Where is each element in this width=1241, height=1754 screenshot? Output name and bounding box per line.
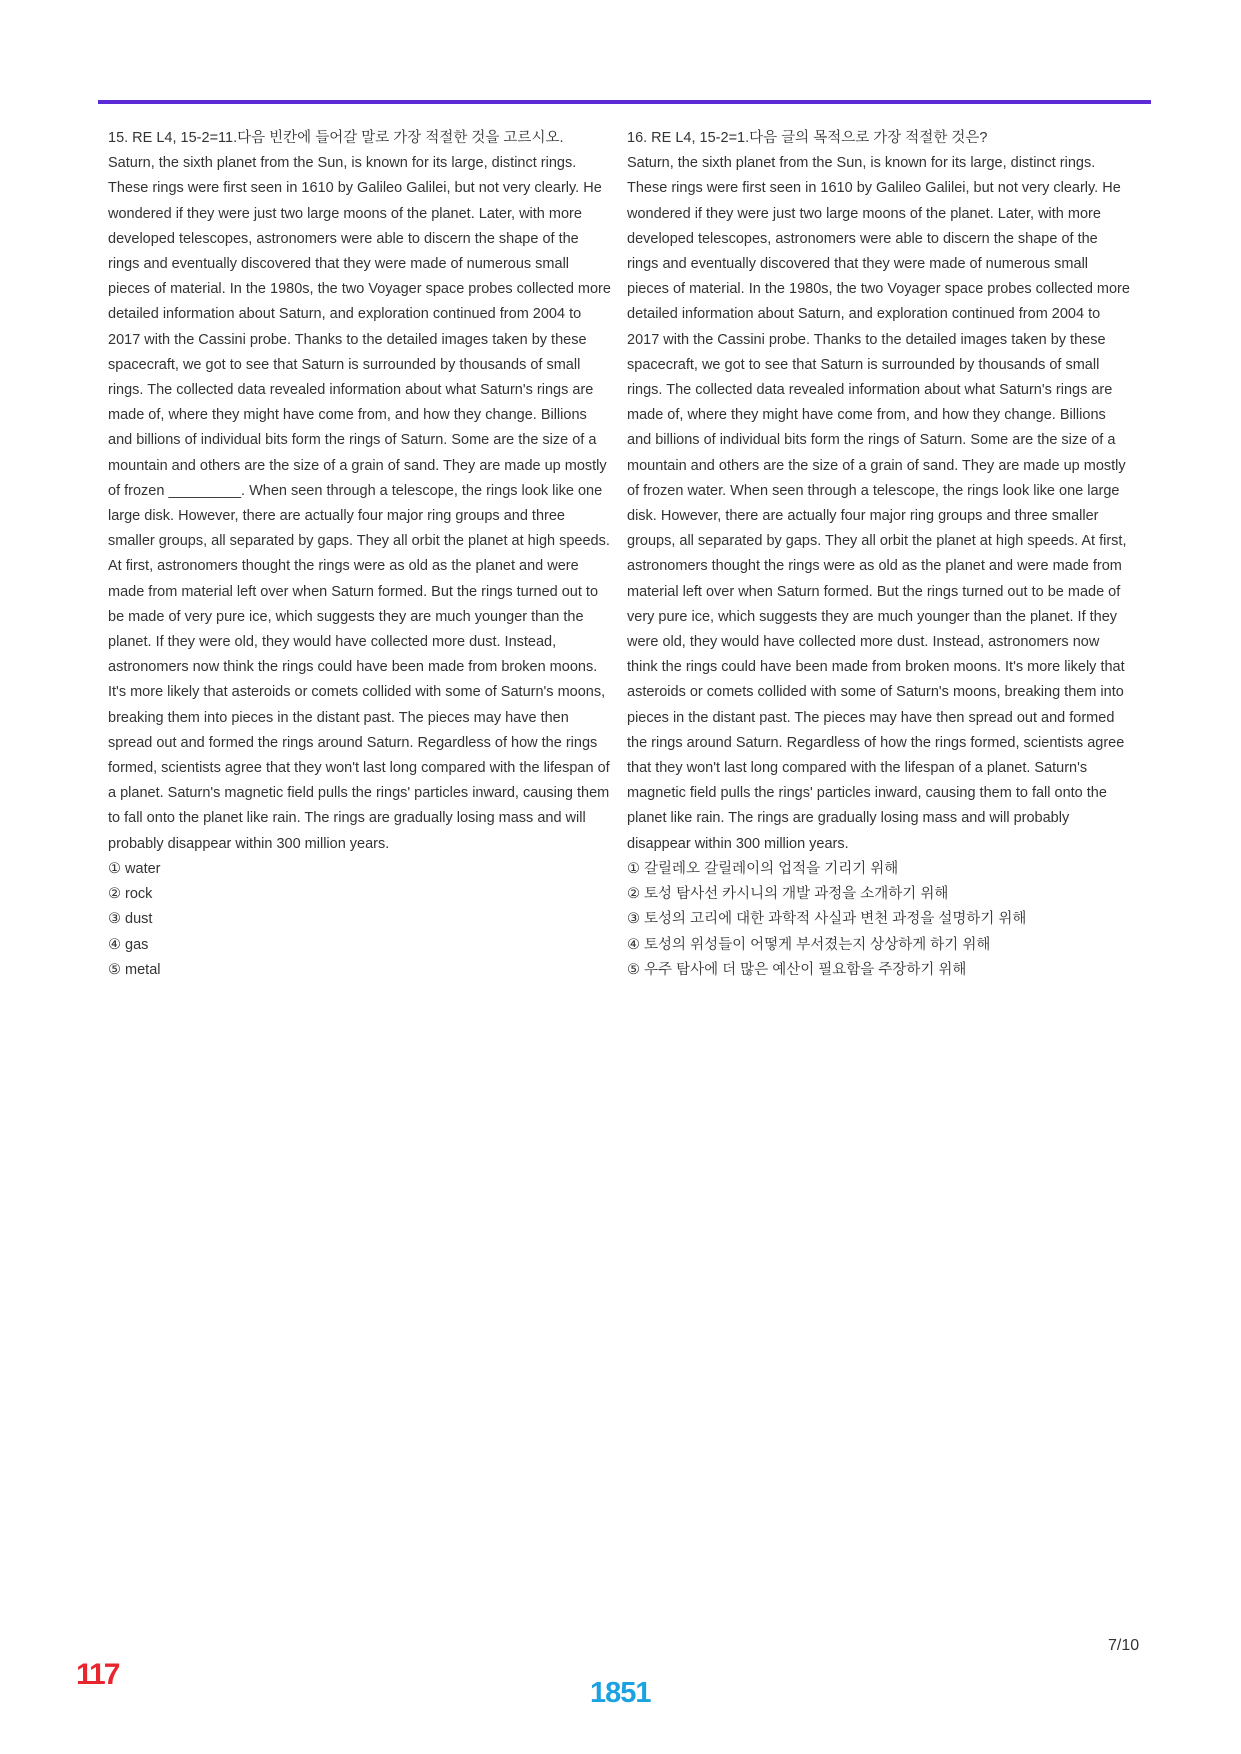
answer-choices xyxy=(627,857,1132,983)
answer-choice[interactable]: ② rock xyxy=(108,886,153,903)
answer-choice[interactable]: ① 갈릴레오 갈릴레이의 업적을 기리기 위해 xyxy=(627,860,899,877)
question-15 xyxy=(108,126,613,983)
answer-choice[interactable]: ⑤ 우주 탐사에 더 많은 예산이 필요함을 주장하기 위해 xyxy=(627,961,967,978)
answer-choice[interactable]: ④ 토성의 위성들이 어떻게 부서졌는지 상상하게 하기 위해 xyxy=(627,936,991,953)
answer-choice[interactable]: ③ 토성의 고리에 대한 과학적 사실과 변천 과정을 설명하기 위해 xyxy=(627,911,1027,928)
answer-choices xyxy=(108,857,613,983)
answer-choice[interactable]: ④ gas xyxy=(108,936,149,953)
answer-choice[interactable]: ③ dust xyxy=(108,911,153,928)
page-number: 7/10 xyxy=(1108,1637,1140,1654)
answer-choice[interactable]: ① water xyxy=(108,860,161,877)
question-passage: Saturn, the sixth planet from the Sun, is known for its large, distinct rings. These rings were first seen in 1610 by Galileo Galilei, but not very clearly. He wondered if they were just two large moons of the planet. Later, with more developed telescopes, astronomers were able to discern the shape of the rings and eventually discovered that they were made of numerous small pieces of material. In the 1980s, the two Voyager space probes collected more detailed information about Saturn, and exploration continued from 2004 to 2017 with the Cassini probe. Thanks to the detailed images taken by these spacecraft, we got to see that Saturn is surrounded by thousands of small rings. The collected data revealed information about what Saturn's rings are made of, where they might have come from, and how they change. Billions and billions of individual bits form the rings of Saturn. Some are the size of a mountain and others are the size of a grain of sand. They are made up mostly of frozen water. When seen through a telescope, the rings look like one large disk. However, there are actually four major ring groups and three smaller groups, all separated by gaps. They all orbit the planet at high speeds. At first, astronomers thought the rings were as old as the planet and were made from material left over when Saturn formed. But the rings turned out to be made of very pure ice, which suggests they are much younger than the planet. If they were old, they would have collected more dust. Instead, astronomers now think the rings could have been made from broken moons. It's more likely that asteroids or comets collided with some of Saturn's moons, breaking them into pieces in the distant past. The pieces may have then spread out and formed the rings around Saturn. Regardless of how the rings formed, scientists agree that they won't last long compared with the lifespan of a planet. Saturn's magnetic field pulls the rings' particles inward, causing them to fall onto the planet like rain. The rings are gradually losing mass and will probably disappear within 300 million years. xyxy=(627,155,1130,852)
question-title: 16. RE L4, 15-2=1.다음 글의 목적으로 가장 적절한 것은? xyxy=(627,130,988,146)
header-divider xyxy=(98,100,1151,104)
answer-choice[interactable]: ⑤ metal xyxy=(108,961,161,978)
brand-logo-left: 117 xyxy=(76,1658,119,1691)
question-passage: Saturn, the sixth planet from the Sun, is known for its large, distinct rings. These rings were first seen in 1610 by Galileo Galilei, but not very clearly. He wondered if they were just two large moons of the planet. Later, with more developed telescopes, astronomers were able to discern the shape of the rings and eventually discovered that they were made of numerous small pieces of material. In the 1980s, the two Voyager space probes collected more detailed information about Saturn, and exploration continued from 2004 to 2017 with the Cassini probe. Thanks to the detailed images taken by these spacecraft, we got to see that Saturn is surrounded by thousands of small rings. The collected data revealed information about what Saturn's rings are made of, where they might have come from, and how they change. Billions and billions of individual bits form the rings of Saturn. Some are the size of a mountain and others are the size of a grain of sand. They are made up mostly of frozen _________. When seen through a telescope, the rings look like one large disk. However, there are actually four major ring groups and three smaller groups, all separated by gaps. They all orbit the planet at high speeds. At first, astronomers thought the rings were as old as the planet and were made from material left over when Saturn formed. But the rings turned out to be made of very pure ice, which suggests they are much younger than the planet. If they were old, they would have collected more dust. Instead, astronomers now think the rings could have been made from broken moons. It's more likely that asteroids or comets collided with some of Saturn's moons, breaking them into pieces in the distant past. The pieces may have then spread out and formed the rings around Saturn. Regardless of how the rings formed, scientists agree that they won't last long compared with the lifespan of a planet. Saturn's magnetic field pulls the rings' particles inward, causing them to fall onto the planet like rain. The rings are gradually losing mass and will probably disappear within 300 million years. xyxy=(108,155,611,852)
question-16 xyxy=(627,126,1132,983)
answer-choice[interactable]: ② 토성 탐사선 카시니의 개발 과정을 소개하기 위해 xyxy=(627,886,949,903)
question-title: 15. RE L4, 15-2=11.다음 빈칸에 들어갈 말로 가장 적절한 것을 고르시오. xyxy=(108,130,564,146)
brand-logo-center: 1851 xyxy=(590,1677,651,1709)
